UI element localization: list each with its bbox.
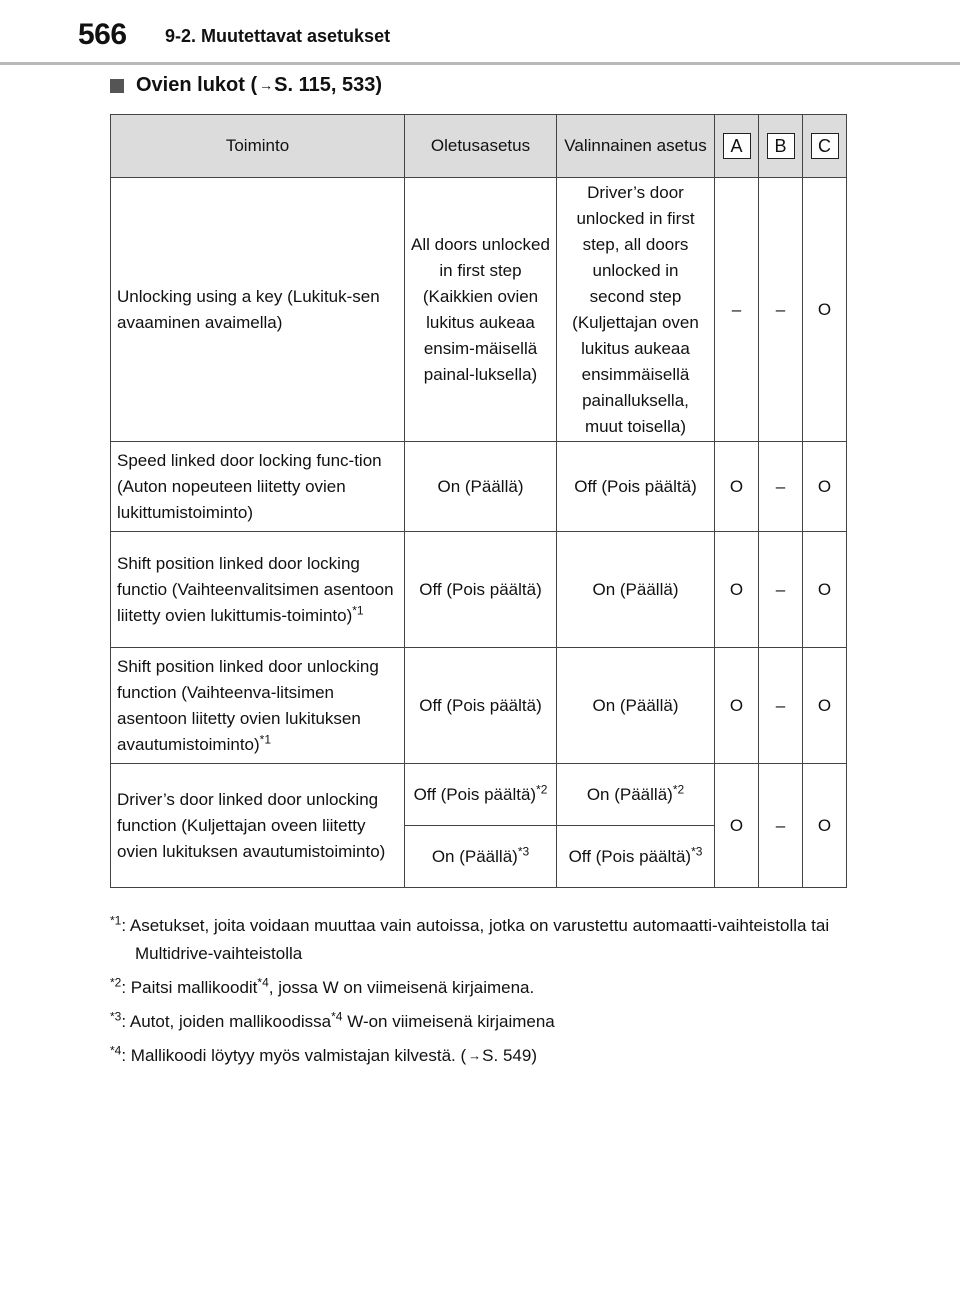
- footnote-ref: *2: [672, 781, 685, 796]
- column-header-default: Oletusasetus: [405, 115, 557, 178]
- cell-b: –: [759, 178, 803, 442]
- square-bullet-icon: [110, 79, 124, 93]
- letter-b-box: B: [767, 133, 795, 159]
- cell-a: O: [715, 648, 759, 764]
- footnote-text: [110, 974, 534, 1002]
- default-text: On (Päällä): [431, 846, 518, 866]
- cell-optional: On (Päällä): [557, 532, 715, 648]
- cell-optional: Driver’s door unlocked in first step, all doors unlocked in second step (Kuljettajan oven lukitus aukeaa ensimmäisellä painalluksella, muut toisella): [557, 178, 715, 442]
- cell-function: [111, 648, 405, 764]
- footnote-ref: *1: [352, 602, 364, 617]
- footnote-ref: *3: [691, 843, 703, 858]
- section-title-ref: S. 115, 533): [274, 74, 382, 96]
- section-title-prefix: Ovien lukot (: [136, 74, 258, 96]
- letter-a-box: A: [723, 133, 751, 159]
- column-header-b: [759, 115, 803, 178]
- table-row: [111, 442, 847, 532]
- cell-function: [111, 532, 405, 648]
- footnote-mark: *2: [110, 975, 122, 990]
- arrow-right-icon: →: [468, 1048, 482, 1063]
- cell-c: O: [803, 648, 847, 764]
- cell-a: O: [715, 442, 759, 532]
- footnote-4: [110, 1042, 846, 1071]
- cell-default: Off (Pois päältä): [405, 532, 557, 648]
- cell-default: On (Päällä): [405, 442, 557, 532]
- cell-default: All doors unlocked in first step (Kaikkien ovien lukitus aukeaa ensim-mäisellä painal-luksella): [405, 178, 557, 442]
- cell-optional: On (Päällä): [557, 648, 715, 764]
- cell-b: –: [759, 442, 803, 532]
- optional-text: On (Päällä): [586, 784, 673, 804]
- page-number: 566: [78, 18, 127, 51]
- table-row: [111, 648, 847, 764]
- footnote-body: : Asetukset, joita voidaan muuttaa vain autoissa, jotka on varustettu automaatti-vaihteistolla tai Multidrive-vaihteistolla: [121, 916, 830, 963]
- footnote-1: [110, 912, 846, 968]
- cell-default: [405, 826, 557, 888]
- footnote-body-tail: , jossa W on viimeisenä kirjaimena.: [268, 978, 535, 997]
- cell-c: O: [803, 532, 847, 648]
- cell-a: O: [715, 532, 759, 648]
- footnote-body: : Mallikoodi löytyy myös valmistajan kilvestä. (: [121, 1046, 467, 1065]
- footnote-ref: *1: [259, 731, 272, 746]
- column-header-a: [715, 115, 759, 178]
- function-text: Shift position linked door unlocking function (Vaihteenva-litsimen asentoon liitetty ovien lukituksen avautumistoiminto): [117, 656, 379, 754]
- footnote-text: [110, 1008, 555, 1036]
- door-lock-settings-table: [110, 114, 847, 888]
- section-heading: [110, 74, 382, 97]
- column-header-c: [803, 115, 847, 178]
- footnote-text: [110, 912, 846, 968]
- footnote-ref: *2: [536, 781, 548, 796]
- letter-c-box: C: [811, 133, 839, 159]
- cell-c: O: [803, 764, 847, 888]
- default-text: Off (Pois päältä): [413, 784, 537, 804]
- table-row: [111, 178, 847, 442]
- column-header-function: Toiminto: [111, 115, 405, 178]
- column-header-optional: Valinnainen asetus: [557, 115, 715, 178]
- footnote-mark: *4: [110, 1043, 122, 1058]
- footnote-mark: *1: [110, 913, 122, 928]
- footnote-text: [110, 1042, 537, 1071]
- cell-b: –: [759, 532, 803, 648]
- cell-default: [405, 764, 557, 826]
- header-rule: [0, 62, 960, 65]
- footnote-body-tail: W-on viimeisenä kirjaimena: [342, 1012, 555, 1031]
- table-row: [111, 532, 847, 648]
- cell-c: O: [803, 178, 847, 442]
- cell-function: Speed linked door locking func-tion (Auton nopeuteen liitetty ovien lukittumistoiminto): [111, 442, 405, 532]
- cell-b: –: [759, 764, 803, 888]
- footnote-2: [110, 974, 846, 1002]
- footnote-body: : Autot, joiden mallikoodissa: [121, 1012, 332, 1031]
- footnote-body: : Paitsi mallikoodit: [121, 978, 258, 997]
- cell-optional: [557, 764, 715, 826]
- footnote-3: [110, 1008, 846, 1036]
- cell-a: –: [715, 178, 759, 442]
- arrow-right-icon: →: [259, 76, 274, 93]
- table-row: [111, 764, 847, 826]
- cell-optional: Off (Pois päältä): [557, 442, 715, 532]
- cell-b: –: [759, 648, 803, 764]
- chapter-title: 9-2. Muutettavat asetukset: [165, 26, 391, 46]
- footnote-ref: *3: [517, 843, 530, 858]
- cell-function: Driver’s door linked door unlocking function (Kuljettajan oveen liitetty ovien lukituksen avautumistoiminto): [111, 764, 405, 888]
- function-text: Shift position linked door locking functio (Vaihteenvalitsimen asentoon liitetty ovien lukittumis-toiminto): [117, 553, 394, 625]
- footnote-body-tail: S. 549): [482, 1046, 537, 1065]
- footnotes: [110, 912, 846, 1077]
- footnote-mark: *3: [110, 1009, 122, 1024]
- optional-text: Off (Pois päältä): [568, 846, 692, 866]
- cell-c: O: [803, 442, 847, 532]
- footnote-ref: *4: [257, 975, 269, 990]
- footnote-ref: *4: [331, 1009, 343, 1024]
- cell-a: O: [715, 764, 759, 888]
- cell-default: Off (Pois päältä): [405, 648, 557, 764]
- table-header-row: [111, 115, 847, 178]
- cell-function: Unlocking using a key (Lukituk-sen avaaminen avaimella): [111, 178, 405, 442]
- cell-optional: [557, 826, 715, 888]
